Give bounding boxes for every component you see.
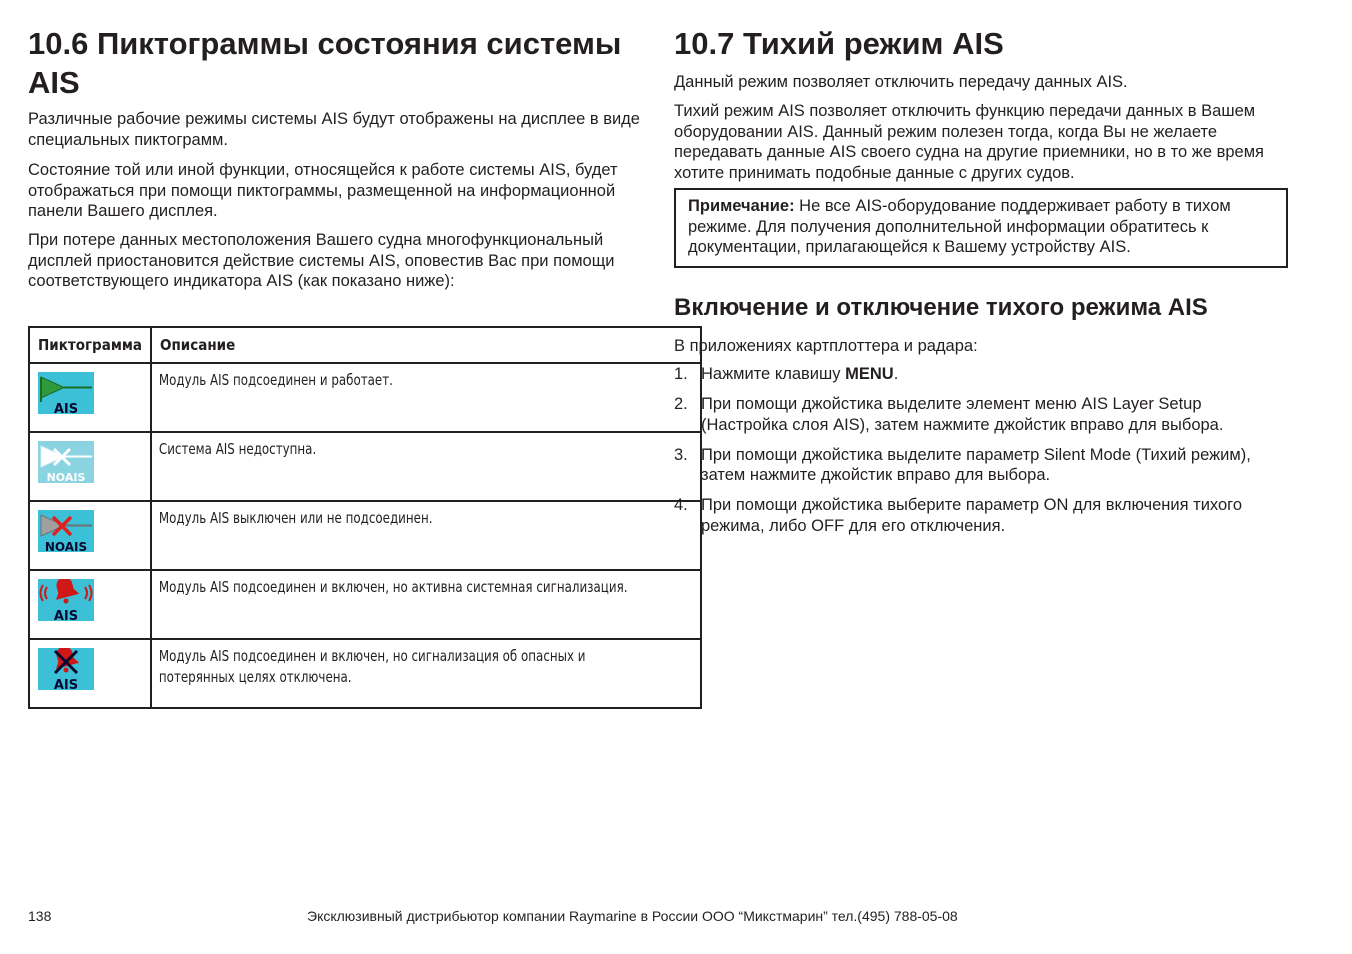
list-item: 4. При помощи джойстика выберите параметр ON для включения тихого режима, либо OFF для его отключения. (674, 496, 1243, 535)
table-row (29, 501, 701, 570)
ais-active-icon (38, 372, 94, 414)
ais-alarm-muted-icon (38, 648, 94, 690)
icon-cell (29, 570, 151, 639)
description-cell: Модуль AIS подсоединен и включен, но активна системная сигнализация. (151, 570, 635, 639)
svg-text:NOAIS: NOAIS (44, 540, 88, 552)
section-title-10-6: 10.6 Пиктограммы состояния системы AIS (28, 26, 622, 100)
steps-intro: В приложениях картплоттера и радара: (674, 337, 978, 355)
note-text: Не все AIS-оборудование поддерживает работу в тихом режиме. Для получения дополнительной информации обратитесь к документации, прилагающейся к Вашему устройству AIS. (688, 197, 1231, 256)
header-icon: Пиктограмма (29, 327, 151, 363)
ais-unavailable-icon (38, 441, 94, 483)
icon-cell (29, 432, 151, 501)
header-description: Описание (151, 327, 701, 363)
table-row (29, 570, 701, 639)
table-row (29, 432, 701, 501)
description-cell: Модуль AIS подсоединен и включен, но сигнализация об опасных и потерянных целях отключена. (151, 639, 635, 708)
paragraph-1: Различные рабочие режимы системы AIS будут отображены на дисплее в виде специальных пиктограмм. (28, 110, 640, 149)
paragraph-2: Тихий режим AIS позволяет отключить функцию передачи данных в Вашем оборудовании AIS. Данный режим полезен тогда, когда Вы не желаете передавать данные AIS своего судна на другие приемники, но в то же время хотите принимать подобные данные с других судов. (674, 102, 1264, 182)
svg-text:AIS: AIS (53, 678, 79, 690)
description-cell: Модуль AIS подсоединен и работает. (151, 363, 635, 432)
table-header-row (29, 327, 701, 363)
ais-alarm-active-icon (38, 579, 94, 621)
subsection-title: Включение и отключение тихого режима AIS (674, 294, 1208, 321)
description-cell: Модуль AIS выключен или не подсоединен. (151, 501, 635, 570)
paragraph-3: При потере данных местоположения Вашего судна многофункциональный дисплей приостановится действие системы AIS, оповестив Вас при помощи соответствующего индикатора AIS (как показано ниже): (28, 231, 615, 290)
steps-list (674, 364, 1288, 546)
menu-key: MENU (845, 365, 894, 383)
icon-cell (29, 363, 151, 432)
list-item: 1. Нажмите клавишу MENU. (674, 365, 899, 383)
icon-cell (29, 639, 151, 708)
page-number: 138 (28, 908, 52, 924)
section-title-10-7: 10.7 Тихий режим AIS (674, 26, 1004, 61)
svg-text:NOAIS: NOAIS (46, 471, 86, 483)
table-row (29, 639, 701, 708)
svg-text:AIS: AIS (53, 402, 79, 414)
ais-off-icon (38, 510, 94, 552)
svg-text:AIS: AIS (53, 609, 79, 621)
icon-cell (29, 501, 151, 570)
list-item: 2. При помощи джойстика выделите элемент меню AIS Layer Setup (Настройка слоя AIS), затем нажмите джойстик вправо для выбора. (674, 395, 1224, 434)
note-box (674, 188, 1288, 268)
description-cell: Система AIS недоступна. (151, 432, 635, 501)
paragraph-1: Данный режим позволяет отключить передачу данных AIS. (674, 73, 1128, 91)
paragraph-2: Состояние той или иной функции, относящейся к работе системы AIS, будет отображаться при помощи пиктограммы, размещенной на информационной панели Вашего дисплея. (28, 161, 618, 220)
note-label: Примечание: (688, 197, 795, 215)
ais-icons-table (28, 326, 702, 709)
footer-text: Эксклюзивный дистрибьютор компании Raymarine в России ООО “Микстмарин” тел.(495) 788-05-08 (307, 908, 958, 924)
table-row (29, 363, 701, 432)
list-item: 3. При помощи джойстика выделите параметр Silent Mode (Тихий режим), затем нажмите джойстик вправо для выбора. (674, 445, 1251, 484)
